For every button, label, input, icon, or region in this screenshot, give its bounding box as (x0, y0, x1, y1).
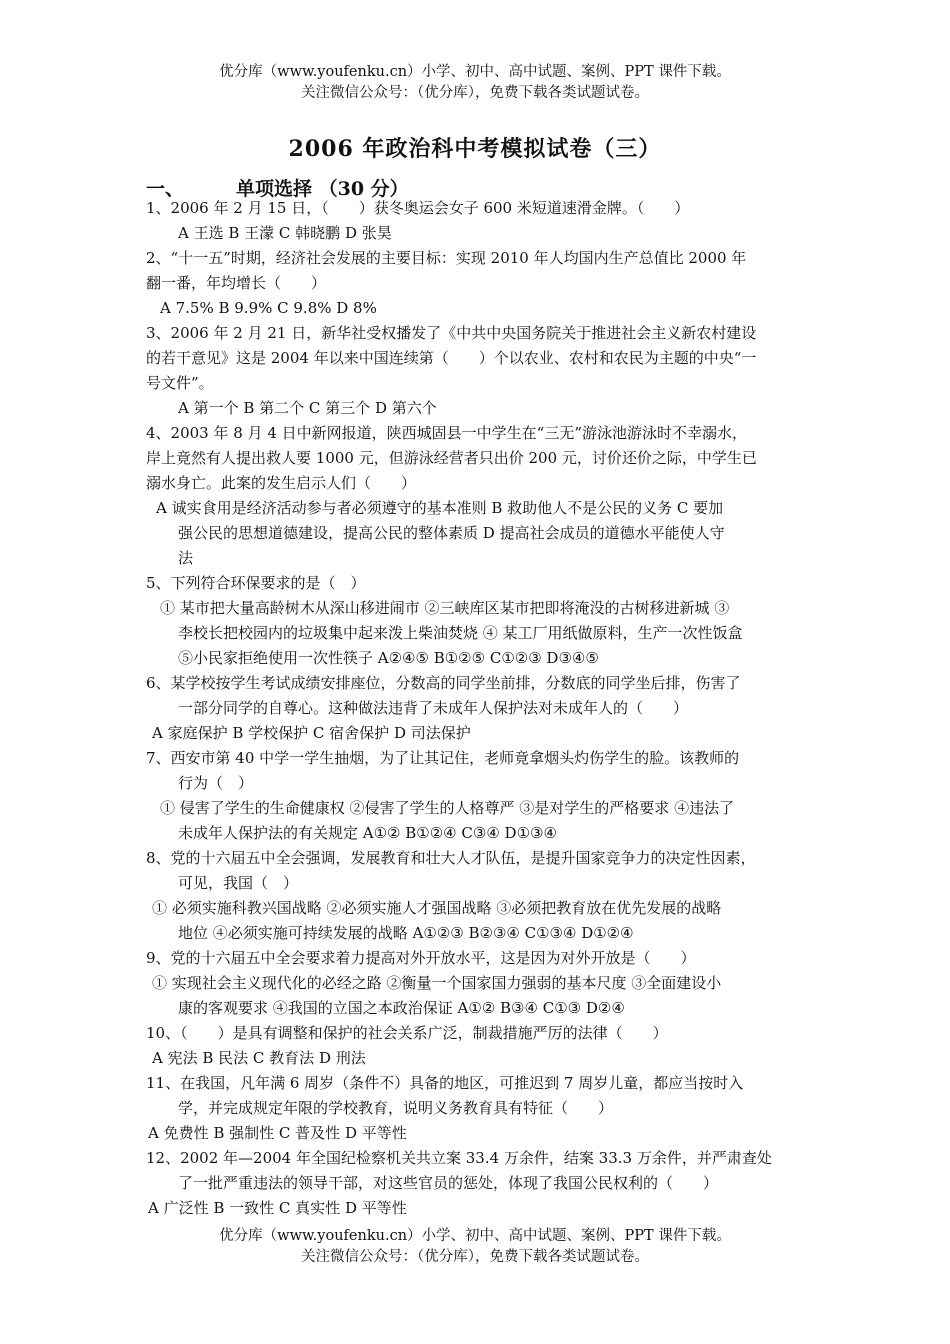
text-line: 学，并完成规定年限的学校教育，说明义务教育具有特征（ ） (178, 1099, 614, 1117)
text-line: A 广泛性 B 一致性 C 真实性 D 平等性 (148, 1199, 407, 1217)
text-line: 一部分同学的自尊心。这种做法违背了未成年人保护法对未成年人的（ ） (178, 699, 689, 717)
text-line: A 家庭保护 B 学校保护 C 宿舍保护 D 司法保护 (152, 724, 471, 742)
text-line: 翻一番，年均增长（ ） (146, 274, 327, 292)
text-line: 11、在我国，凡年满 6 周岁（条件不）具备的地区，可推迟到 7 周岁儿童，都应当按时入 (146, 1074, 744, 1092)
text-line: 号文件”。 (146, 374, 214, 392)
text-line: 行为（ ） (178, 774, 254, 792)
header-line-2: 关注微信公众号：（优分库），免费下载各类试题试卷。 (301, 85, 649, 101)
text-line: ① 必须实施科教兴国战略 ②必须实施人才强国战略 ③必须把教育放在优先发展的战略 (152, 899, 722, 917)
text-line: 5、下列符合环保要求的是（ ） (146, 574, 366, 592)
text-line: 康的客观要求 ④我国的立国之本政治保证 A①② B③④ C①③ D②④ (178, 999, 625, 1017)
text-line: A 王选 B 王濛 C 韩晓鹏 D 张昊 (178, 224, 392, 242)
text-line: ① 实现社会主义现代化的必经之路 ②衡量一个国家国力强弱的基本尺度 ③全面建设小 (152, 974, 722, 992)
footer-line-2: 关注微信公众号：（优分库），免费下载各类试题试卷。 (301, 1249, 649, 1265)
question-list (146, 196, 826, 1221)
text-line: 可见，我国（ ） (178, 874, 299, 892)
text-line: ① 侵害了学生的生命健康权 ②侵害了学生的人格尊严 ③是对学生的严格要求 ④违法了 (160, 799, 735, 817)
text-line: 岸上竟然有人提出救人要 1000 元，但游泳经营者只出价 200 元，讨价还价之际，中学生已 (146, 449, 757, 467)
text-line: 6、某学校按学生考试成绩安排座位，分数高的同学坐前排，分数底的同学坐后排，伤害了 (146, 674, 741, 692)
text-line: 强公民的思想道德建设，提高公民的整体素质 D 提高社会成员的道德水平能使人守 (178, 524, 725, 542)
text-line: ⑤小民家拒绝使用一次性筷子 A②④⑤ B①②⑤ C①②③ D③④⑤ (178, 649, 599, 667)
section-heading-text: 单项选择 （30 分） (236, 178, 409, 200)
header-line-1: 优分库（www.youfenku.cn）小学、初中、高中试题、案例、PPT 课件下载。 (219, 64, 731, 80)
text-line: 溺水身亡。此案的发生启示人们（ ） (146, 474, 417, 492)
text-line: 10、（ ）是具有调整和保护的社会关系广泛，制裁措施严厉的法律（ ） (146, 1024, 668, 1042)
text-line: 1、2006 年 2 月 15 日，（ ）获冬奥运会女子 600 米短道速滑金牌。（ ） (146, 199, 690, 217)
text-line: ① 某市把大量高龄树木从深山移进闹市 ②三峡库区某市把即将淹没的古树移进新城 ③ (160, 599, 730, 617)
text-line: 4、2003 年 8 月 4 日中新网报道，陕西城固县一中学生在“三无”游泳池游泳时不幸溺水， (146, 424, 747, 442)
text-line: 的若干意见》这是 2004 年以来中国连续第（ ）个以农业、农村和农民为主题的中央“一 (146, 349, 757, 367)
text-line: 地位 ④必须实施可持续发展的战略 A①②③ B②③④ C①③④ D①②④ (178, 924, 634, 942)
exam-title: 2006 年政治科中考模拟试卷（三） (288, 136, 662, 162)
text-line: 12、2002 年—2004 年全国纪检察机关共立案 33.4 万余件，结案 33.3 万余件，并严肃查处 (146, 1149, 772, 1167)
page-header (0, 62, 950, 104)
footer-line-1: 优分库（www.youfenku.cn）小学、初中、高中试题、案例、PPT 课件下载。 (219, 1228, 731, 1244)
text-line: 3、2006 年 2 月 21 日，新华社受权播发了《中共中央国务院关于推进社会主义新农村建设 (146, 324, 757, 342)
text-line: 法 (178, 549, 194, 567)
text-line: A 宪法 B 民法 C 教育法 D 刑法 (152, 1049, 366, 1067)
text-line: A 第一个 B 第二个 C 第三个 D 第六个 (178, 399, 437, 417)
text-line: 9、党的十六届五中全会要求着力提高对外开放水平，这是因为对外开放是（ ） (146, 949, 696, 967)
text-line: A 7.5% B 9.9% C 9.8% D 8% (160, 299, 377, 317)
page-footer (0, 1226, 950, 1268)
text-line: A 免费性 B 强制性 C 普及性 D 平等性 (148, 1124, 407, 1142)
text-line: 未成年人保护法的有关规定 A①② B①②④ C③④ D①③④ (178, 824, 557, 842)
text-line: 7、西安市第 40 中学一学生抽烟，为了让其记住，老师竟拿烟头灼伤学生的脸。该教师的 (146, 749, 740, 767)
section-number: 一、 (146, 178, 185, 200)
text-line: 8、党的十六届五中全会强调，发展教育和壮大人才队伍，是提升国家竞争力的决定性因素， (146, 849, 756, 867)
text-line: 2、“十一五”时期，经济社会发展的主要目标：实现 2010 年人均国内生产总值比 2000 年 (146, 249, 747, 267)
text-line: 李校长把校园内的垃圾集中起来泼上柴油焚烧 ④ 某工厂用纸做原料，生产一次性饭盒 (178, 624, 743, 642)
text-line: A 诚实食用是经济活动参与者必须遵守的基本准则 B 救助他人不是公民的义务 C 要加 (156, 499, 724, 517)
text-line: 了一批严重违法的领导干部，对这些官员的惩处，体现了我国公民权利的（ ） (178, 1174, 719, 1192)
